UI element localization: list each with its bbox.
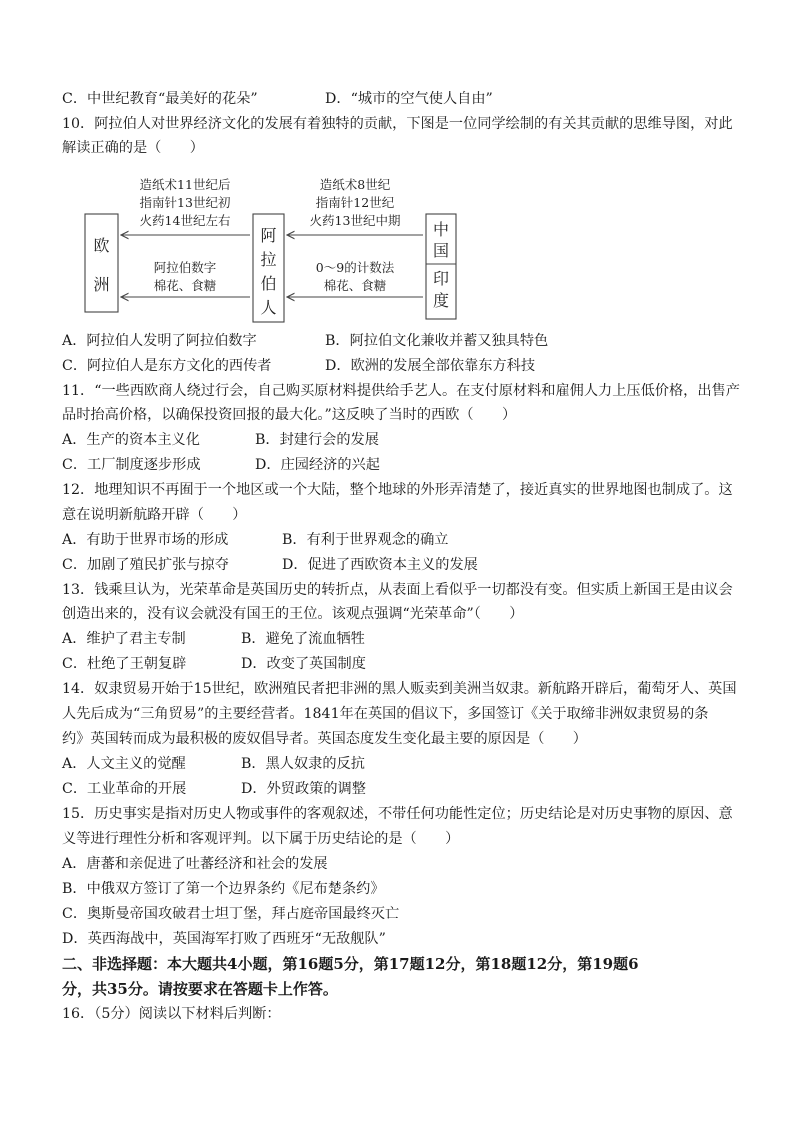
q14-option-c: C．工业革命的开展 <box>62 781 187 797</box>
label-arab-paper: 造纸术8世纪 <box>319 177 391 192</box>
q12-stem-line2: 意在说明新航路开辟（ ） <box>62 507 247 523</box>
q10-option-c: C．阿拉伯人是东方文化的西传者 <box>62 358 272 374</box>
label-arab-gunpowder: 火药13世纪中期 <box>309 213 401 228</box>
q12-option-a: A．有助于世界市场的形成 <box>62 532 229 548</box>
label-counting-method: 0～9的计数法 <box>315 260 395 275</box>
q12-option-b: B．有利于世界观念的确立 <box>282 532 449 548</box>
q15-option-b: B．中俄双方签订了第一个边界条约《尼布楚条约》 <box>62 881 385 897</box>
q14-stem-line2: 人先后成为“三角贸易”的主要经营者。1841年在英国的倡议下，多国签订《关于取缔非洲奴隶贸易的条 <box>62 706 709 722</box>
node-india-char-1: 印 <box>432 269 450 288</box>
q13-option-a: A．维护了君主专制 <box>62 631 186 647</box>
q14-option-a: A．人文主义的觉醒 <box>62 756 186 772</box>
node-india-char-2: 度 <box>432 291 450 310</box>
q13-option-b: B．避免了流血牺牲 <box>241 631 365 647</box>
node-arab-char-3: 伯 <box>260 274 277 293</box>
q15-option-a: A．唐蕃和亲促进了吐蕃经济和社会的发展 <box>62 856 328 872</box>
label-europe-gunpowder: 火药14世纪左右 <box>139 213 231 228</box>
q13-stem-line1: 13．钱乘旦认为，光荣革命是英国历史的转折点，从表面上看似乎一切都没有变。但实质上新国王是由议会 <box>62 582 733 598</box>
q13-stem-line2: 创造出来的，没有议会就没有国王的王位。该观点强调“光荣革命”（ ） <box>62 606 524 622</box>
label-arabic-numerals: 阿拉伯数字 <box>153 260 217 275</box>
node-europe-char-2: 洲 <box>93 275 110 294</box>
q11-stem-line1: 11．“一些西欧商人绕过行会，自己购买原材料提供给手艺人。在支付原材料和雇佣人力上压低价格，出售产 <box>62 383 740 399</box>
q12-stem-line1: 12．地理知识不再囿于一个地区或一个大陆，整个地球的外形弄清楚了，接近真实的世界地图也制成了。这 <box>62 482 733 498</box>
q10-option-d: D．欧洲的发展全部依靠东方科技 <box>325 358 536 374</box>
q11-option-a: A．生产的资本主义化 <box>62 432 200 448</box>
q9-option-d: D．“城市的空气使人自由” <box>325 91 493 107</box>
node-europe-box <box>85 214 118 312</box>
q12-option-d: D．促进了西欧资本主义的发展 <box>282 557 478 573</box>
q14-stem-line3: 约》英国转而成为最积极的废奴倡导者。英国态度发生变化最主要的原因是（ ） <box>62 731 587 747</box>
label-cotton-sugar-left: 棉花、食糖 <box>153 278 217 293</box>
node-europe-char-1: 欧 <box>93 236 110 255</box>
q15-stem-line2: 义等进行理性分析和客观评判。以下属于历史结论的是（ ） <box>62 831 460 847</box>
q15-stem-line1: 15．历史事实是指对历史人物或事件的客观叙述，不带任何功能性定位；历史结论是对历史事物的原因、意 <box>62 806 733 822</box>
q11-stem-line2: 品时抬高价格，以确保投资回报的最大化。”这反映了当时的西欧（ ） <box>62 407 517 423</box>
section2-heading-line1: 二、非选择题：本大题共4小题，第16题5分，第17题12分，第18题12分，第19题6 <box>62 955 639 973</box>
section2-heading-line2: 分，共35分。请按要求在答题卡上作答。 <box>62 980 338 998</box>
node-arab-char-2: 拉 <box>260 250 277 269</box>
q10-stem-line1: 10．阿拉伯人对世界经济文化的发展有着独特的贡献，下图是一位同学绘制的有关其贡献的思维导图，对此 <box>62 116 733 132</box>
q11-option-d: D．庄园经济的兴起 <box>255 457 380 473</box>
q9-option-c: C．中世纪教育“最美好的花朵” <box>62 91 258 107</box>
q13-option-d: D．改变了英国制度 <box>241 656 366 672</box>
label-europe-compass: 指南针13世纪初 <box>139 195 231 210</box>
arab-contribution-mind-map <box>60 166 460 326</box>
node-china-char-1: 中 <box>432 220 450 239</box>
node-arab-char-1: 阿 <box>260 226 277 245</box>
q10-option-a: A．阿拉伯人发明了阿拉伯数字 <box>62 333 257 349</box>
q13-option-c: C．杜绝了王朝复辟 <box>62 656 187 672</box>
q15-option-c: C．奥斯曼帝国攻破君士坦丁堡，拜占庭帝国最终灭亡 <box>62 906 400 922</box>
q11-option-b: B．封建行会的发展 <box>255 432 379 448</box>
node-arab-char-4: 人 <box>260 298 277 317</box>
q14-option-b: B．黑人奴隶的反抗 <box>241 756 365 772</box>
node-china-char-2: 国 <box>432 241 450 260</box>
q12-option-c: C．加剧了殖民扩张与掠夺 <box>62 557 229 573</box>
q10-option-b: B．阿拉伯文化兼收并蓄又独具特色 <box>325 333 549 349</box>
q11-option-c: C．工厂制度逐步形成 <box>62 457 201 473</box>
label-cotton-sugar-right: 棉花、食糖 <box>323 278 387 293</box>
q16-stem: 16．（5分）阅读以下材料后判断： <box>62 1006 281 1022</box>
q10-stem-line2: 解读正确的是（ ） <box>62 140 204 156</box>
q14-option-d: D．外贸政策的调整 <box>241 781 366 797</box>
label-arab-compass: 指南针12世纪 <box>315 195 395 210</box>
label-europe-paper: 造纸术11世纪后 <box>139 177 231 192</box>
q15-option-d: D．英西海战中，英国海军打败了西班牙“无敌舰队” <box>62 931 386 947</box>
q14-stem-line1: 14．奴隶贸易开始于15世纪，欧洲殖民者把非洲的黑人贩卖到美洲当奴隶。新航路开辟后，葡萄牙人、英国 <box>62 681 737 697</box>
